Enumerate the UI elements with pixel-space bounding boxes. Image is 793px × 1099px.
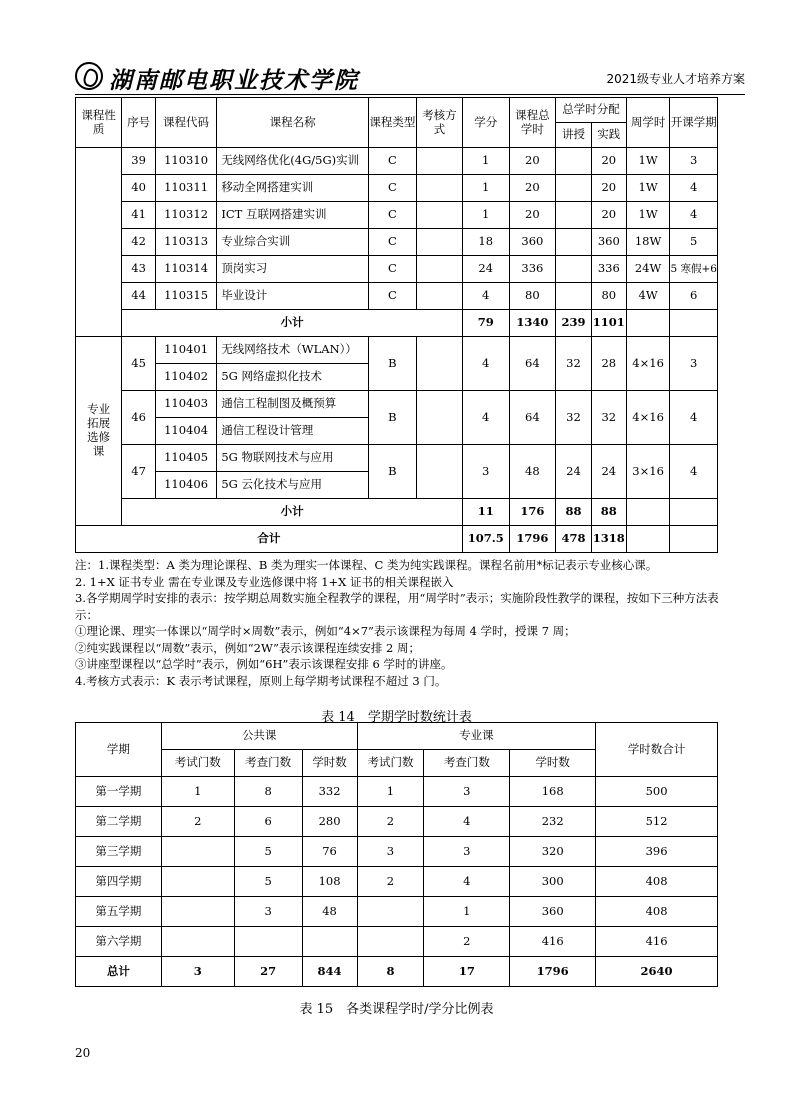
- cell-exam: [416, 175, 462, 202]
- cell-term: 4: [670, 175, 718, 202]
- cell-major-hours: 360: [510, 897, 596, 927]
- cell-lecture: [556, 229, 592, 256]
- cell-weekly: 4×16: [626, 337, 670, 391]
- header-term: 学期: [76, 723, 162, 777]
- cell-total: 408: [596, 867, 718, 897]
- cell-public-exam: [161, 837, 234, 867]
- cell-hours: 20: [509, 175, 556, 202]
- cell-major-hours: 300: [510, 867, 596, 897]
- cell-major-check: 4: [424, 807, 510, 837]
- cell-seq: 39: [122, 148, 155, 175]
- cell-major-check: 1: [424, 897, 510, 927]
- elective-nature-label: 专业拓展选修课: [76, 337, 122, 526]
- table-row: [76, 391, 718, 418]
- cell-public-check: 3: [234, 897, 302, 927]
- table-notes: [75, 557, 725, 689]
- cell-hours: 336: [509, 256, 556, 283]
- cell-major-hours: 232: [510, 807, 596, 837]
- cell-name: 无线网络技术（WLAN））: [217, 337, 369, 364]
- cell-name: 通信工程制图及概预算: [217, 391, 369, 418]
- cell-hours: 80: [509, 283, 556, 310]
- cell-code: 110313: [155, 229, 217, 256]
- note-line: 注：1.课程类型：A 类为理论课程、B 类为理实一体课程、C 类为纯实践课程。课程名前用*标记表示专业核心课。: [75, 558, 658, 572]
- cell-credit: 4: [462, 283, 509, 310]
- cell-practice: 24: [591, 445, 626, 499]
- cell-term: 第三学期: [76, 837, 162, 867]
- cell-name: 5G 物联网技术与应用: [217, 445, 369, 472]
- cell-lecture: 32: [556, 337, 592, 391]
- note-line: 4.考核方式表示：K 表示考试课程，原则上每学期考试课程不超过 3 门。: [75, 673, 447, 688]
- cell-practice: 28: [591, 337, 626, 391]
- cell-practice: 88: [591, 499, 626, 526]
- header-nature: 课程性质: [76, 98, 122, 148]
- cell-practice: 20: [591, 202, 626, 229]
- cell-exam: [416, 337, 462, 391]
- header-dist: 总学时分配: [556, 98, 627, 123]
- cell-name: 无线网络优化(4G/5G)实训: [217, 148, 369, 175]
- total-row: [76, 957, 718, 987]
- table-row: [76, 837, 718, 867]
- cell-lecture: [556, 175, 592, 202]
- table-row: [76, 202, 718, 229]
- cell-practice: 20: [591, 148, 626, 175]
- note-line: 3.各学期周学时安排的表示：按学期总周数实施全程教学的课程，用“周学时”表示；实施阶段性教学的课程，按如下三种方法表示：: [75, 591, 719, 622]
- header-exam: 考核方式: [416, 98, 462, 148]
- header-hours: 学时数: [302, 750, 357, 777]
- cell-term: 5 寒假+6: [670, 256, 718, 283]
- cell-major-exam: 1: [357, 777, 424, 807]
- nature-cell-empty: [76, 148, 122, 337]
- cell-major-check: 3: [424, 777, 510, 807]
- cell-public-hours: 48: [302, 897, 357, 927]
- note-line: ③讲座型课程以“总学时”表示，例如“6H”表示该课程安排 6 学时的讲座。: [75, 657, 453, 671]
- cell-name: ICT 互联网搭建实训: [217, 202, 369, 229]
- cell-practice: 32: [591, 391, 626, 445]
- cell-code: 110405: [155, 445, 217, 472]
- table-row: [76, 897, 718, 927]
- cell-public-exam: [161, 897, 234, 927]
- cell-exam: [416, 445, 462, 499]
- cell-major-exam: 3: [357, 837, 424, 867]
- cell-term: 3: [670, 148, 718, 175]
- table-row: [76, 148, 718, 175]
- cell-code: 110310: [155, 148, 217, 175]
- school-name: 湖南邮电职业技术学院: [109, 67, 359, 94]
- table-row: [76, 283, 718, 310]
- subtotal-row: [76, 499, 718, 526]
- cell-public-exam: 1: [161, 777, 234, 807]
- header-name: 课程名称: [217, 98, 369, 148]
- cell-code: 110315: [155, 283, 217, 310]
- subtotal-row: [76, 310, 718, 337]
- cell-public-check: 5: [234, 837, 302, 867]
- cell-type: C: [368, 229, 416, 256]
- cell-name: 移动全网搭建实训: [217, 175, 369, 202]
- cell-exam: [416, 283, 462, 310]
- cell-name: 通信工程设计管理: [217, 418, 369, 445]
- cell-code: 110311: [155, 175, 217, 202]
- cell-hours: 48: [509, 445, 556, 499]
- header-weekly: 周学时: [626, 98, 670, 148]
- cell-weekly: 3×16: [626, 445, 670, 499]
- cell-seq: 41: [122, 202, 155, 229]
- cell-weekly: 1W: [626, 175, 670, 202]
- header-lecture: 讲授: [556, 123, 592, 148]
- cell-major-check: 4: [424, 867, 510, 897]
- cell-name: 专业综合实训: [217, 229, 369, 256]
- cell-major-check: 17: [424, 957, 510, 987]
- cell-term: 第五学期: [76, 897, 162, 927]
- cell-term: 第二学期: [76, 807, 162, 837]
- table14-title: 表 14 学期学时数统计表: [321, 710, 472, 725]
- total-row: [76, 526, 718, 553]
- cell-major-hours: 168: [510, 777, 596, 807]
- cell-seq: 46: [122, 391, 155, 445]
- table-row: [76, 229, 718, 256]
- cell-major-hours: 1796: [510, 957, 596, 987]
- cell-term: [670, 526, 718, 553]
- cell-major-exam: 2: [357, 807, 424, 837]
- cell-credit: 1: [462, 175, 509, 202]
- cell-weekly: 18W: [626, 229, 670, 256]
- table-row: [76, 256, 718, 283]
- cell-hours: 64: [509, 391, 556, 445]
- cell-type: C: [368, 202, 416, 229]
- cell-term: 6: [670, 283, 718, 310]
- cell-major-check: 2: [424, 927, 510, 957]
- cell-weekly: 4×16: [626, 391, 670, 445]
- cell-type: B: [368, 445, 416, 499]
- cell-code: 110312: [155, 202, 217, 229]
- cell-major-exam: 8: [357, 957, 424, 987]
- cell-practice: 1318: [591, 526, 626, 553]
- cell-credit: 107.5: [462, 526, 509, 553]
- page-header: [75, 60, 745, 95]
- cell-seq: 47: [122, 445, 155, 499]
- table-row: [76, 867, 718, 897]
- cell-major-hours: 416: [510, 927, 596, 957]
- cell-name: 毕业设计: [217, 283, 369, 310]
- cell-lecture: 478: [556, 526, 592, 553]
- cell-term: 总计: [76, 957, 162, 987]
- cell-credit: 4: [462, 391, 509, 445]
- cell-lecture: [556, 283, 592, 310]
- cell-weekly: 24W: [626, 256, 670, 283]
- cell-code: 110402: [155, 364, 217, 391]
- table-row: [76, 445, 718, 472]
- subtotal-label: 小计: [122, 310, 463, 337]
- note-line: ②纯实践课程以“周数”表示，例如“2W”表示该课程连续安排 2 周；: [75, 640, 420, 655]
- cell-lecture: [556, 202, 592, 229]
- table-row: [76, 927, 718, 957]
- school-logo-icon: [75, 62, 103, 90]
- table-row: [76, 175, 718, 202]
- cell-name: 5G 网络虚拟化技术: [217, 364, 369, 391]
- cell-public-hours: 76: [302, 837, 357, 867]
- cell-public-hours: 332: [302, 777, 357, 807]
- cell-public-check: 8: [234, 777, 302, 807]
- cell-term: 4: [670, 445, 718, 499]
- cell-seq: 44: [122, 283, 155, 310]
- cell-credit: 1: [462, 148, 509, 175]
- cell-seq: 42: [122, 229, 155, 256]
- cell-major-exam: [357, 897, 424, 927]
- cell-practice: 20: [591, 175, 626, 202]
- header-major: 专业课: [357, 723, 596, 750]
- cell-lecture: 24: [556, 445, 592, 499]
- cell-practice: 360: [591, 229, 626, 256]
- cell-hours: 176: [509, 499, 556, 526]
- header-practice: 实践: [591, 123, 626, 148]
- header-exam-count: 考试门数: [161, 750, 234, 777]
- cell-hours: 1796: [509, 526, 556, 553]
- header-total: 学时数合计: [596, 723, 718, 777]
- cell-code: 110404: [155, 418, 217, 445]
- header-seq: 序号: [122, 98, 155, 148]
- cell-code: 110403: [155, 391, 217, 418]
- cell-public-hours: 280: [302, 807, 357, 837]
- cell-lecture: 32: [556, 391, 592, 445]
- cell-type: B: [368, 391, 416, 445]
- cell-public-exam: [161, 867, 234, 897]
- cell-lecture: [556, 148, 592, 175]
- cell-seq: 45: [122, 337, 155, 391]
- cell-type: C: [368, 283, 416, 310]
- cell-major-exam: [357, 927, 424, 957]
- cell-weekly: [626, 310, 670, 337]
- cell-public-hours: 844: [302, 957, 357, 987]
- cell-term: 4: [670, 391, 718, 445]
- header-term: 开课学期: [670, 98, 718, 148]
- table-row: [76, 807, 718, 837]
- cell-seq: 43: [122, 256, 155, 283]
- cell-practice: 1101: [591, 310, 626, 337]
- cell-total: 416: [596, 927, 718, 957]
- cell-lecture: 88: [556, 499, 592, 526]
- cell-term: 5: [670, 229, 718, 256]
- cell-total: 2640: [596, 957, 718, 987]
- cell-credit: 18: [462, 229, 509, 256]
- cell-credit: 1: [462, 202, 509, 229]
- subtotal-label: 小计: [122, 499, 463, 526]
- table-row: [76, 337, 718, 364]
- cell-public-check: 5: [234, 867, 302, 897]
- cell-type: C: [368, 256, 416, 283]
- header-check-count: 考查门数: [424, 750, 510, 777]
- cell-exam: [416, 202, 462, 229]
- cell-term: 第一学期: [76, 777, 162, 807]
- cell-public-exam: 3: [161, 957, 234, 987]
- cell-credit: 4: [462, 337, 509, 391]
- table-row: [76, 777, 718, 807]
- term-hours-table: [75, 722, 718, 987]
- header-hours: 学时数: [510, 750, 596, 777]
- cell-term: [670, 310, 718, 337]
- cell-credit: 24: [462, 256, 509, 283]
- cell-term: [670, 499, 718, 526]
- cell-major-check: 3: [424, 837, 510, 867]
- cell-name: 顶岗实习: [217, 256, 369, 283]
- note-line: ①理论课、理实一体课以“周学时×周数”表示，例如“4×7”表示该课程为每周 4 学时，授课 7 周；: [75, 624, 576, 638]
- header-code: 课程代码: [155, 98, 217, 148]
- header-hours: 课程总学时: [509, 98, 556, 148]
- cell-type: C: [368, 148, 416, 175]
- cell-term: 4: [670, 202, 718, 229]
- cell-lecture: [556, 256, 592, 283]
- cell-lecture: 239: [556, 310, 592, 337]
- cell-weekly: 1W: [626, 148, 670, 175]
- plan-title: 2021级专业人才培养方案: [606, 72, 745, 86]
- cell-practice: 80: [591, 283, 626, 310]
- course-plan-table: [75, 97, 718, 553]
- header-public: 公共课: [161, 723, 357, 750]
- total-label: 合计: [76, 526, 463, 553]
- cell-exam: [416, 148, 462, 175]
- cell-term: 第六学期: [76, 927, 162, 957]
- cell-credit: 11: [462, 499, 509, 526]
- cell-exam: [416, 391, 462, 445]
- cell-term: 第四学期: [76, 867, 162, 897]
- header-credit: 学分: [462, 98, 509, 148]
- cell-total: 500: [596, 777, 718, 807]
- cell-public-exam: [161, 927, 234, 957]
- cell-hours: 20: [509, 202, 556, 229]
- cell-type: B: [368, 337, 416, 391]
- cell-name: 5G 云化技术与应用: [217, 472, 369, 499]
- cell-public-hours: 108: [302, 867, 357, 897]
- cell-code: 110401: [155, 337, 217, 364]
- cell-public-check: 6: [234, 807, 302, 837]
- cell-code: 110314: [155, 256, 217, 283]
- header-exam-count: 考试门数: [357, 750, 424, 777]
- cell-hours: 360: [509, 229, 556, 256]
- cell-hours: 20: [509, 148, 556, 175]
- cell-weekly: [626, 499, 670, 526]
- page-number: 20: [75, 1046, 91, 1060]
- cell-term: 3: [670, 337, 718, 391]
- cell-practice: 336: [591, 256, 626, 283]
- cell-weekly: 4W: [626, 283, 670, 310]
- header-check-count: 考查门数: [234, 750, 302, 777]
- cell-credit: 79: [462, 310, 509, 337]
- cell-weekly: [626, 526, 670, 553]
- cell-public-check: 27: [234, 957, 302, 987]
- header-type: 课程类型: [368, 98, 416, 148]
- cell-total: 408: [596, 897, 718, 927]
- cell-weekly: 1W: [626, 202, 670, 229]
- cell-public-check: [234, 927, 302, 957]
- cell-hours: 1340: [509, 310, 556, 337]
- cell-public-hours: [302, 927, 357, 957]
- cell-type: C: [368, 175, 416, 202]
- cell-total: 512: [596, 807, 718, 837]
- cell-exam: [416, 229, 462, 256]
- cell-credit: 3: [462, 445, 509, 499]
- cell-hours: 64: [509, 337, 556, 391]
- cell-exam: [416, 256, 462, 283]
- cell-code: 110406: [155, 472, 217, 499]
- cell-seq: 40: [122, 175, 155, 202]
- cell-total: 396: [596, 837, 718, 867]
- cell-major-exam: 2: [357, 867, 424, 897]
- note-line: 2. 1+X 证书专业 需在专业课及专业选修课中将 1+X 证书的相关课程嵌入: [75, 574, 454, 589]
- cell-major-hours: 320: [510, 837, 596, 867]
- cell-public-exam: 2: [161, 807, 234, 837]
- table15-title: 表 15 各类课程学时/学分比例表: [299, 1002, 494, 1017]
